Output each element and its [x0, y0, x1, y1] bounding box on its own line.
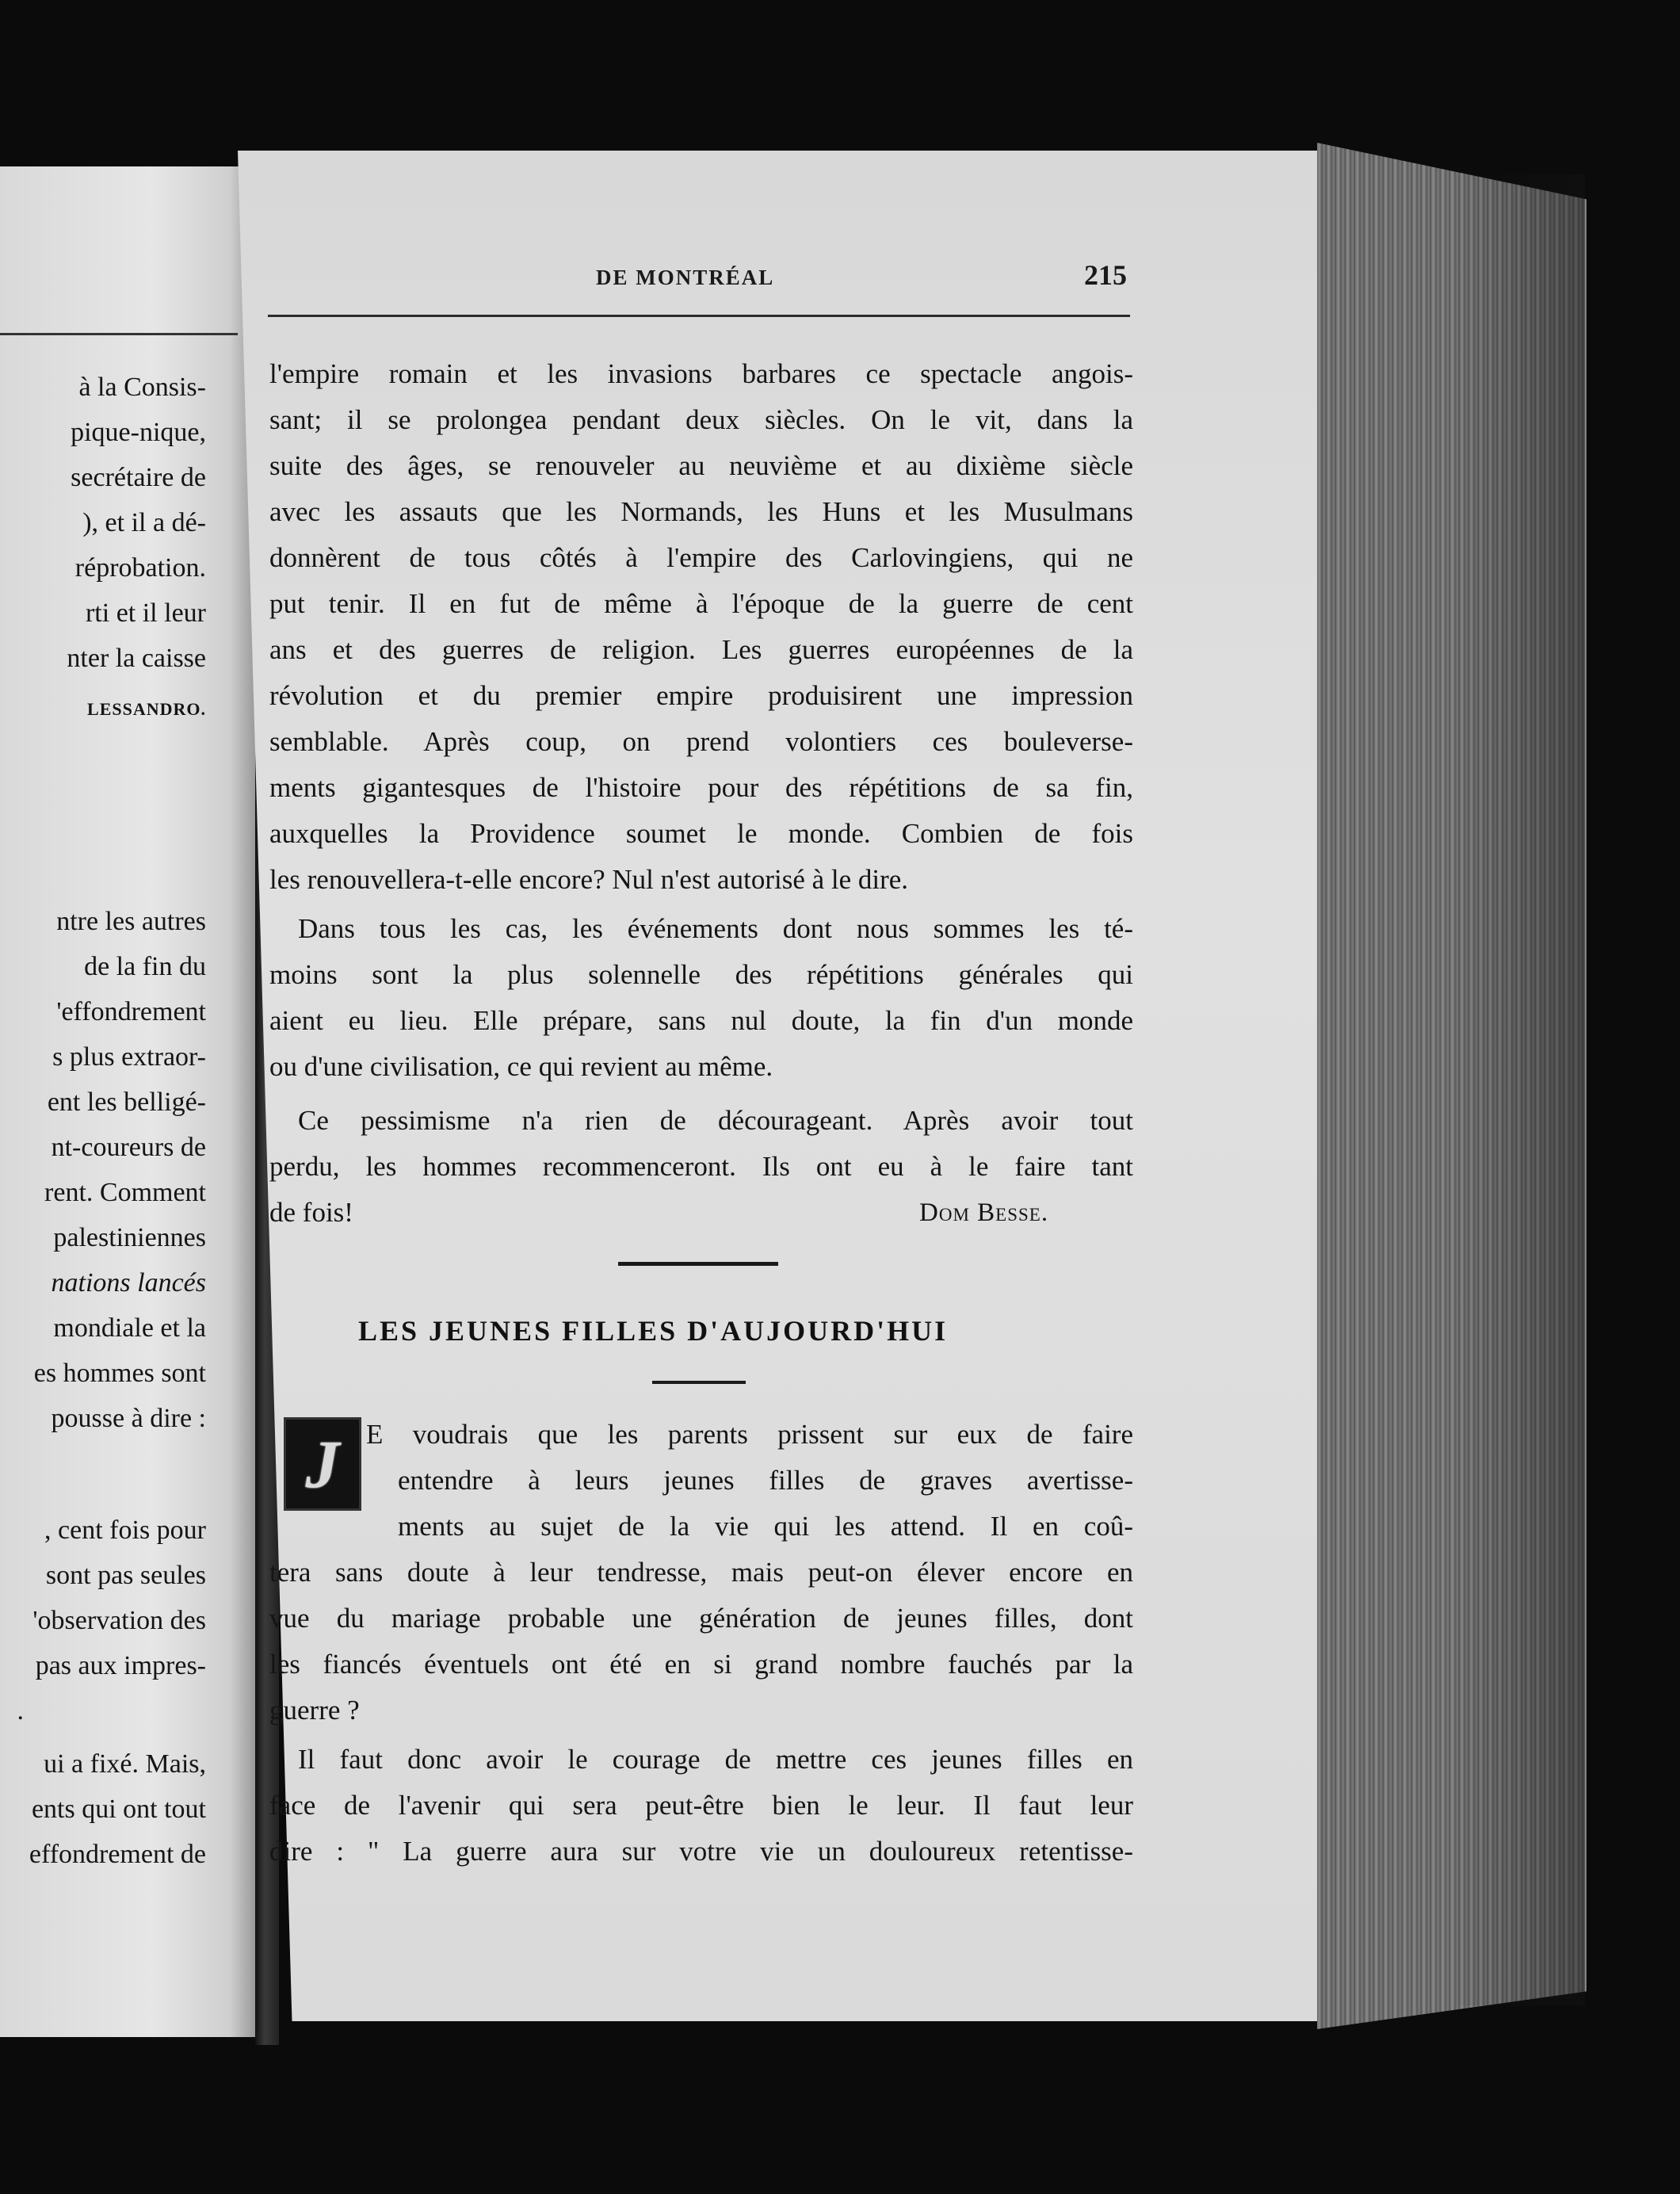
left-line: effondrement de [29, 1840, 206, 1869]
text-line: semblable. Après coup, on prend volontiers ces bouleverse- [269, 726, 1133, 757]
left-line: réprobation. [74, 553, 206, 583]
drop-cap-letter: J [305, 1426, 340, 1502]
text-line: les renouvellera-t-elle encore? Nul n'est autorisé à le dire. [269, 864, 909, 895]
left-header-rule [0, 333, 238, 335]
left-line: . [17, 1696, 24, 1726]
left-line: nt-coureurs de [51, 1133, 206, 1162]
text-line: avec les assauts que les Normands, les Huns et les Musulmans [269, 496, 1133, 527]
left-line: palestiniennes [53, 1223, 206, 1252]
left-line: mondiale et la [53, 1313, 206, 1343]
text-line: dire : " La guerre aura sur votre vie un douloureux retentisse- [269, 1836, 1133, 1867]
text-line: ou d'une civilisation, ce qui revient au même. [269, 1051, 773, 1082]
text-line: Dans tous les cas, les événements dont nous sommes les té- [298, 913, 1133, 944]
left-line: 'effondrement [56, 997, 206, 1026]
text-line: perdu, les hommes recommenceront. Ils ont eu à le faire tant [269, 1151, 1133, 1182]
text-line: ments gigantesques de l'histoire pour des répétitions de sa fin, [269, 772, 1133, 803]
left-line: es hommes sont [33, 1359, 206, 1388]
text-line: donnèrent de tous côtés à l'empire des Carlovingiens, qui ne [269, 542, 1133, 573]
left-line: ntre les autres [56, 907, 206, 936]
left-line: ui a fixé. Mais, [44, 1749, 206, 1779]
running-head: DE MONTRÉAL [596, 266, 775, 289]
text-line: Ce pessimisme n'a rien de décourageant. Après avoir tout [298, 1105, 1133, 1136]
text-line: ments au sujet de la vie qui les attend. Il en coû- [398, 1511, 1133, 1542]
left-line: secrétaire de [71, 463, 206, 492]
header-rule [268, 315, 1130, 317]
page-edges-shadow [1450, 174, 1585, 2005]
text-line: suite des âges, se renouveler au neuvième et au dixième siècle [269, 450, 1133, 481]
text-line: moins sont la plus solennelle des répétitions générales qui [269, 959, 1133, 990]
left-line: pique-nique, [71, 418, 206, 447]
text-line: de fois! [269, 1197, 353, 1228]
page-number: 215 [1084, 259, 1127, 291]
left-line: à la Consis- [78, 373, 206, 402]
left-line: pousse à dire : [51, 1404, 206, 1433]
left-line: nations lancés [51, 1268, 206, 1298]
text-line: guerre ? [269, 1695, 360, 1726]
left-line: de la fin du [84, 952, 206, 981]
left-signature: LESSANDRO. [87, 699, 206, 719]
text-line: les fiancés éventuels ont été en si grand nombre fauchés par la [269, 1649, 1133, 1680]
title-underline [652, 1381, 746, 1384]
left-line: ), et il a dé- [82, 508, 206, 537]
left-line: s plus extraor- [52, 1042, 206, 1072]
text-line: aient eu lieu. Elle prépare, sans nul doute, la fin d'un monde [269, 1005, 1133, 1036]
text-line: E voudrais que les parents prissent sur eux de faire [366, 1419, 1133, 1450]
text-line: auxquelles la Providence soumet le monde. Combien de fois [269, 818, 1133, 849]
article-title: LES JEUNES FILLES D'AUJOURD'HUI [358, 1315, 949, 1347]
left-line: rent. Comment [44, 1178, 206, 1207]
left-line: 'observation des [32, 1606, 206, 1635]
text-line: tera sans doute à leur tendresse, mais peut-on élever encore en [269, 1557, 1133, 1588]
text-line: face de l'avenir qui sera peut-être bien le leur. Il faut leur [269, 1790, 1133, 1821]
section-separator [618, 1262, 778, 1266]
text-line: ans et des guerres de religion. Les guerres européennes de la [269, 634, 1133, 665]
left-line: ents qui ont tout [31, 1795, 206, 1824]
left-line: sont pas seules [45, 1561, 206, 1590]
text-line: Il faut donc avoir le courage de mettre ces jeunes filles en [298, 1744, 1133, 1775]
author-signature: Dom Besse. [919, 1198, 1049, 1227]
text-line: put tenir. Il en fut de même à l'époque de la guerre de cent [269, 588, 1133, 619]
text-line: entendre à leurs jeunes filles de graves avertisse- [398, 1465, 1133, 1496]
text-line: l'empire romain et les invasions barbares ce spectacle angois- [269, 358, 1133, 389]
left-line: nter la caisse [67, 644, 206, 673]
left-line: pas aux impres- [35, 1651, 206, 1680]
left-line: ent les belligé- [47, 1087, 206, 1117]
drop-cap-ornament [284, 1417, 361, 1511]
left-line: , cent fois pour [44, 1516, 206, 1545]
text-line: révolution et du premier empire produisirent une impression [269, 680, 1133, 711]
left-line: rti et il leur [85, 598, 206, 628]
text-line: sant; il se prolongea pendant deux siècles. On le vit, dans la [269, 404, 1133, 435]
text-line: vue du mariage probable une génération de jeunes filles, dont [269, 1603, 1133, 1634]
